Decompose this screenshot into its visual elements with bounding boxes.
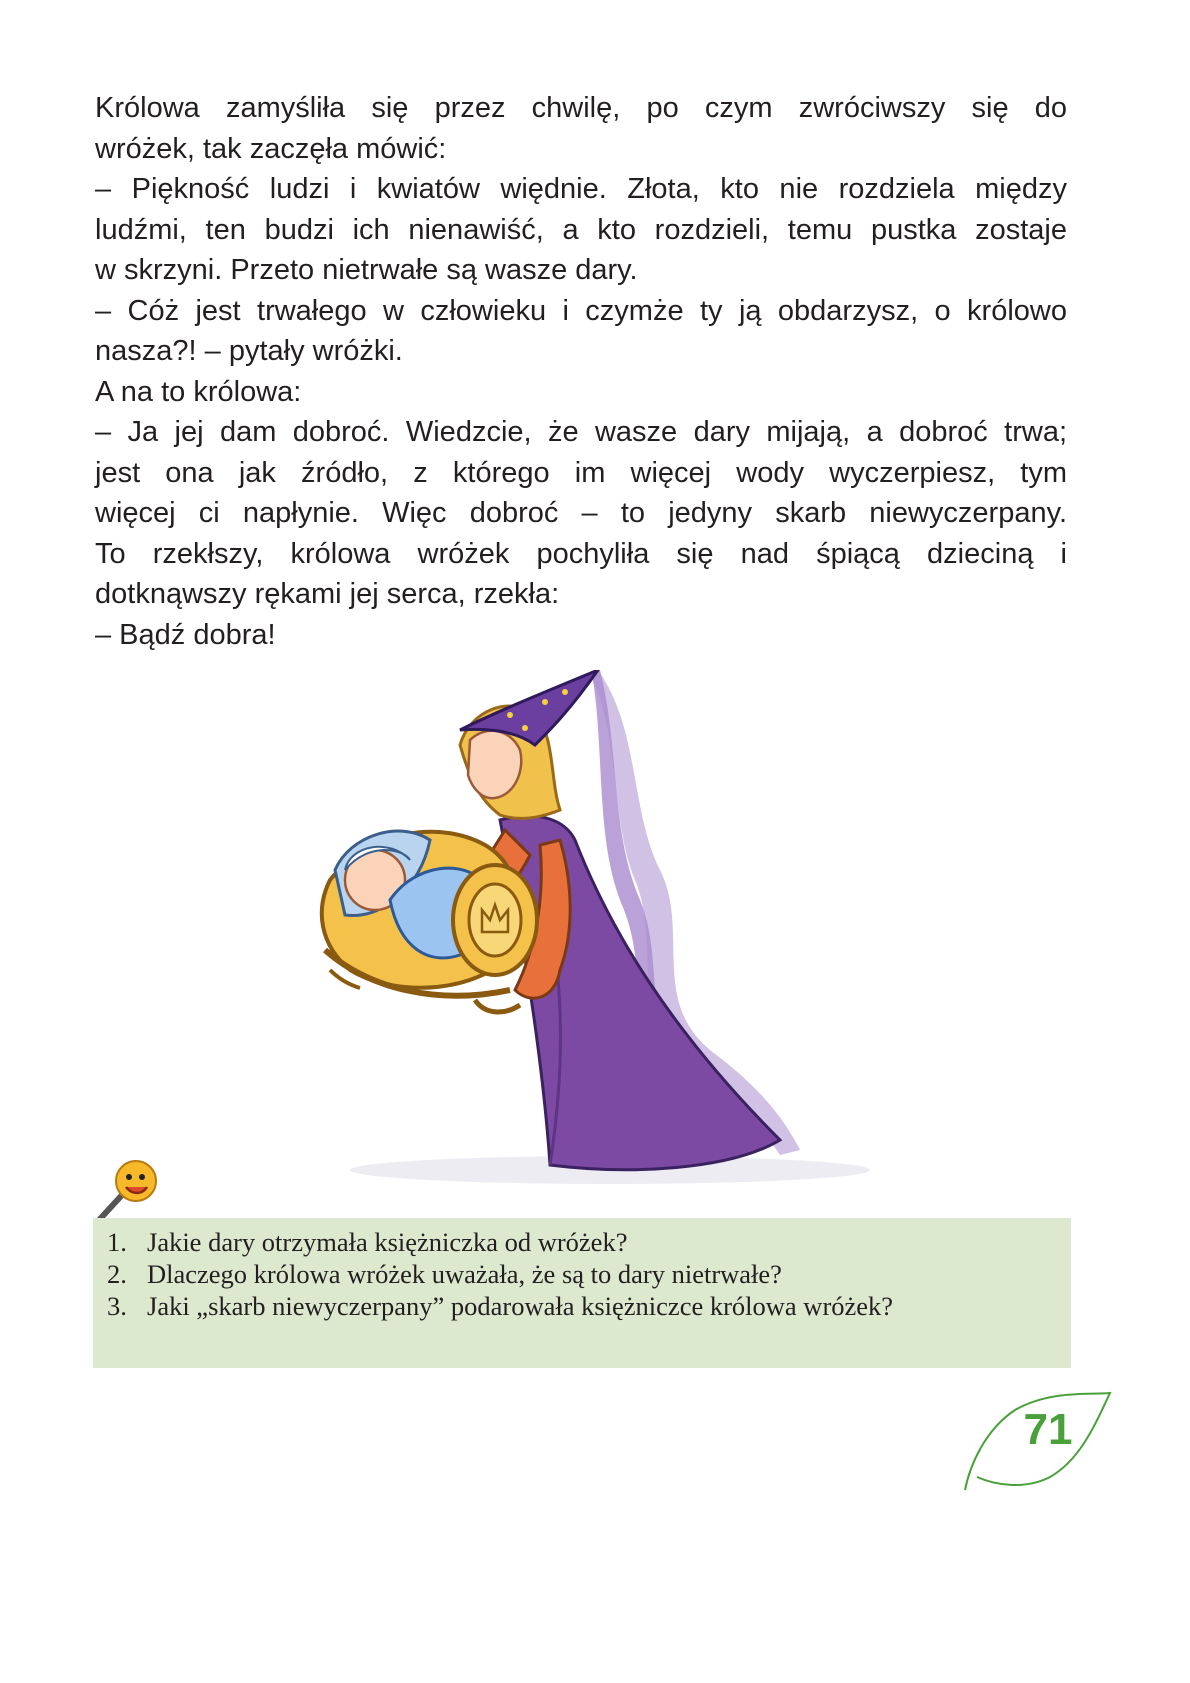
story-line: A na to królowa: <box>95 375 302 408</box>
question-number: 2. <box>107 1259 127 1289</box>
question-item <box>107 1226 1057 1258</box>
story-line: jest ona jak źródło, z którego im więcej wody wyczerpiesz, tym <box>95 456 1067 489</box>
story-line: – Cóż jest trwałego w człowieku i czymże ty ją obdarzysz, o królowo <box>95 294 1067 327</box>
question-item <box>107 1258 1057 1290</box>
smiley-microphone-icon <box>92 1155 162 1225</box>
story-line: – Piękność ludzi i kwiatów więdnie. Złota, kto nie rozdziela między <box>95 173 1067 205</box>
story-line: – Bądź dobra! <box>95 618 276 651</box>
story-line: To rzekłszy, królowa wróżek pochyliła się nad śpiącą dzieciną i <box>95 537 1067 570</box>
question-number: 3. <box>107 1291 127 1321</box>
question-text: Jakie dary otrzymała księżniczka od wróżek? <box>147 1227 628 1257</box>
story-line: w skrzyni. Przeto nietrwałe są wasze dary. <box>95 254 638 286</box>
story-line: wróżek, tak zaczęła mówić: <box>95 132 447 165</box>
story-text <box>95 88 1067 655</box>
page-number: 71 <box>1023 1405 1073 1454</box>
story-line: więcej ci napłynie. Więc dobroć – to jedyny skarb niewyczerpany. <box>95 497 1067 529</box>
question-text: Dlaczego królowa wróżek uważała, że są to dary nietrwałe? <box>147 1259 782 1289</box>
questions-box <box>93 1218 1071 1368</box>
story-line: – Ja jej dam dobroć. Wiedzcie, że wasze dary mijają, a dobroć trwa; <box>95 416 1067 448</box>
question-text: Jaki „skarb niewyczerpany” podarowała księżniczce królowa wróżek? <box>147 1291 894 1321</box>
question-item <box>107 1290 1057 1322</box>
story-line: ludźmi, ten budzi ich nienawiść, a kto rozdzieli, temu pustka zostaje <box>95 213 1067 246</box>
story-line: dotknąwszy rękami jej serca, rzekła: <box>95 578 560 610</box>
fairy-queen-cradle-illustration <box>310 670 900 1190</box>
story-line: nasza?! – pytały wróżki. <box>95 335 403 367</box>
question-number: 1. <box>107 1227 127 1257</box>
story-line: Królowa zamyśliła się przez chwilę, po czym zwróciwszy się do <box>95 92 1067 124</box>
